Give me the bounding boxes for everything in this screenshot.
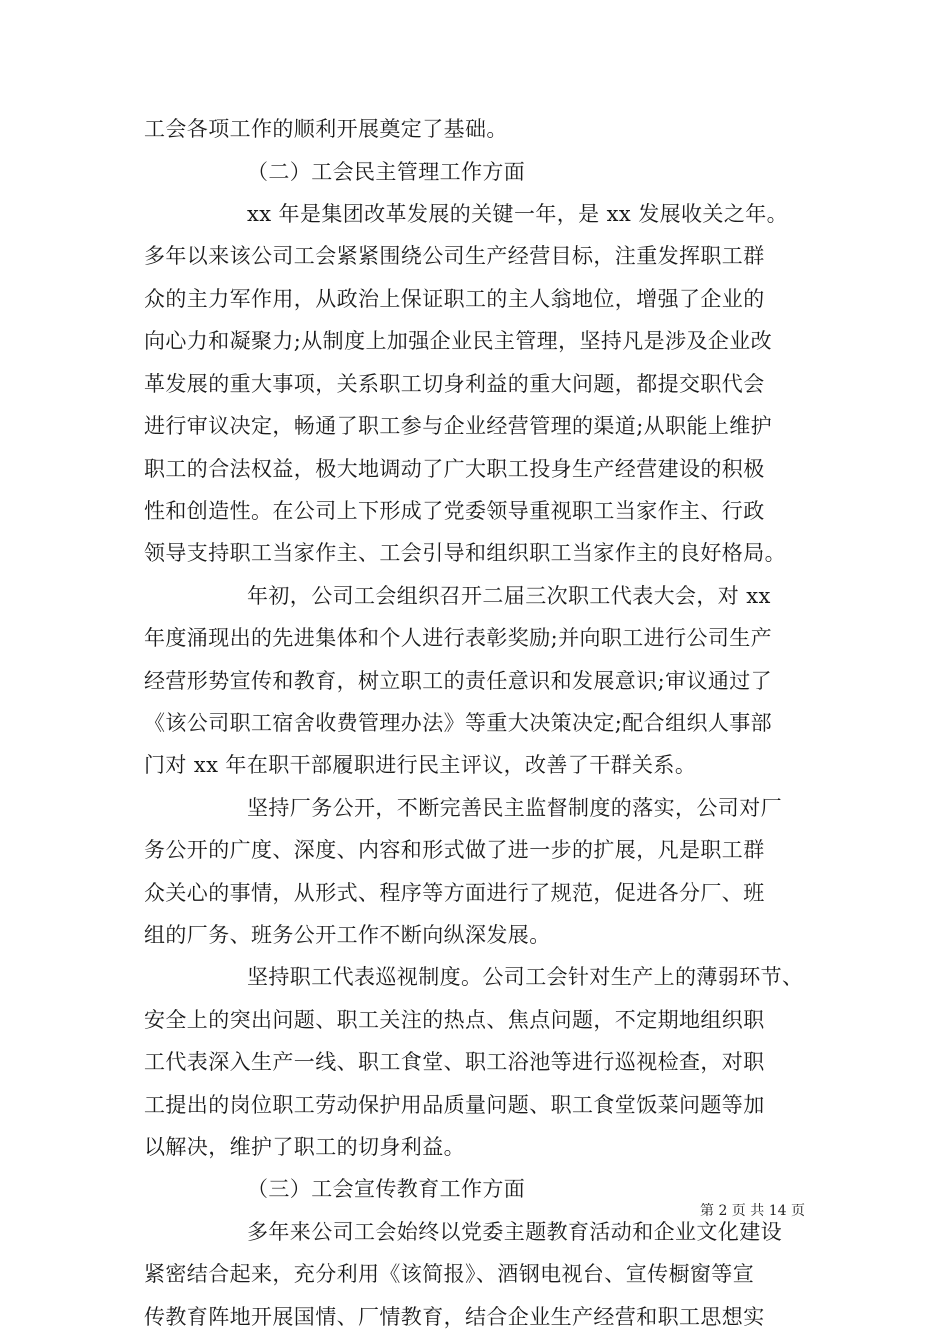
text-line: 向心力和凝聚力;从制度上加强企业民主管理，坚持凡是涉及企业改 [144, 329, 773, 353]
text-line: 领导支持职工当家作主、工会引导和组织职工当家作主的良好格局。 [144, 541, 786, 565]
text-line: 安全上的突出问题、职工关注的热点、焦点问题，不定期地组织职 [144, 1008, 765, 1032]
text-line: 门对 xx 年在职干部履职进行民主评议，改善了干群关系。 [144, 753, 697, 777]
text-line: 工代表深入生产一线、职工食堂、职工浴池等进行巡视检查，对职 [144, 1050, 765, 1074]
text-line: 坚持职工代表巡视制度。公司工会针对生产上的薄弱环节、 [247, 965, 804, 989]
text-line: 革发展的重大事项，关系职工切身利益的重大问题，都提交职代会 [144, 372, 765, 396]
text-line: xx 年是集团改革发展的关键一年，是 xx 发展收关之年。 [247, 202, 788, 226]
text-line: 工会各项工作的顺利开展奠定了基础。 [144, 117, 508, 141]
text-line: 进行审议决定，畅通了职工参与企业经营管理的渠道;从职能上维护 [144, 414, 773, 438]
text-line: 职工的合法权益，极大地调动了广大职工投身生产经营建设的积极 [144, 457, 765, 481]
text-line: 经营形势宣传和教育，树立职工的责任意识和发展意识;审议通过了 [144, 669, 773, 693]
text-line: 年度涌现出的先进集体和个人进行表彰奖励;并向职工进行公司生产 [144, 626, 773, 650]
text-line: 紧密结合起来，充分利用《该简报》、酒钢电视台、宣传橱窗等宣 [144, 1262, 755, 1286]
text-line: 务公开的广度、深度、内容和形式做了进一步的扩展，凡是职工群 [144, 838, 765, 862]
text-line: 年初，公司工会组织召开二届三次职工代表大会，对 xx [247, 584, 771, 608]
text-line: 多年以来该公司工会紧紧围绕公司生产经营目标，注重发挥职工群 [144, 244, 765, 268]
text-line: 多年来公司工会始终以党委主题教育活动和企业文化建设 [247, 1220, 782, 1244]
text-line: 工提出的岗位职工劳动保护用品质量问题、职工食堂饭菜问题等加 [144, 1093, 765, 1117]
text-line: 传教育阵地开展国情、厂情教育，结合企业生产经营和职工思想实 [144, 1305, 765, 1329]
section-heading: （三）工会宣传教育工作方面 [247, 1177, 526, 1201]
text-line: 众关心的事情，从形式、程序等方面进行了规范，促进各分厂、班 [144, 881, 765, 905]
text-line: 《该公司职工宿舍收费管理办法》等重大决策决定;配合组织人事部 [144, 711, 773, 735]
text-line: 组的厂务、班务公开工作不断向纵深发展。 [144, 923, 551, 947]
page-number: 第 2 页 共 14 页 [700, 1203, 805, 1219]
text-line: 以解决，维护了职工的切身利益。 [144, 1135, 465, 1159]
section-heading: （二）工会民主管理工作方面 [247, 160, 526, 184]
text-line: 坚持厂务公开，不断完善民主监督制度的落实，公司对厂 [247, 796, 782, 820]
text-line: 性和创造性。在公司上下形成了党委领导重视职工当家作主、行政 [144, 499, 765, 523]
text-line: 众的主力军作用，从政治上保证职工的主人翁地位，增强了企业的 [144, 287, 765, 311]
